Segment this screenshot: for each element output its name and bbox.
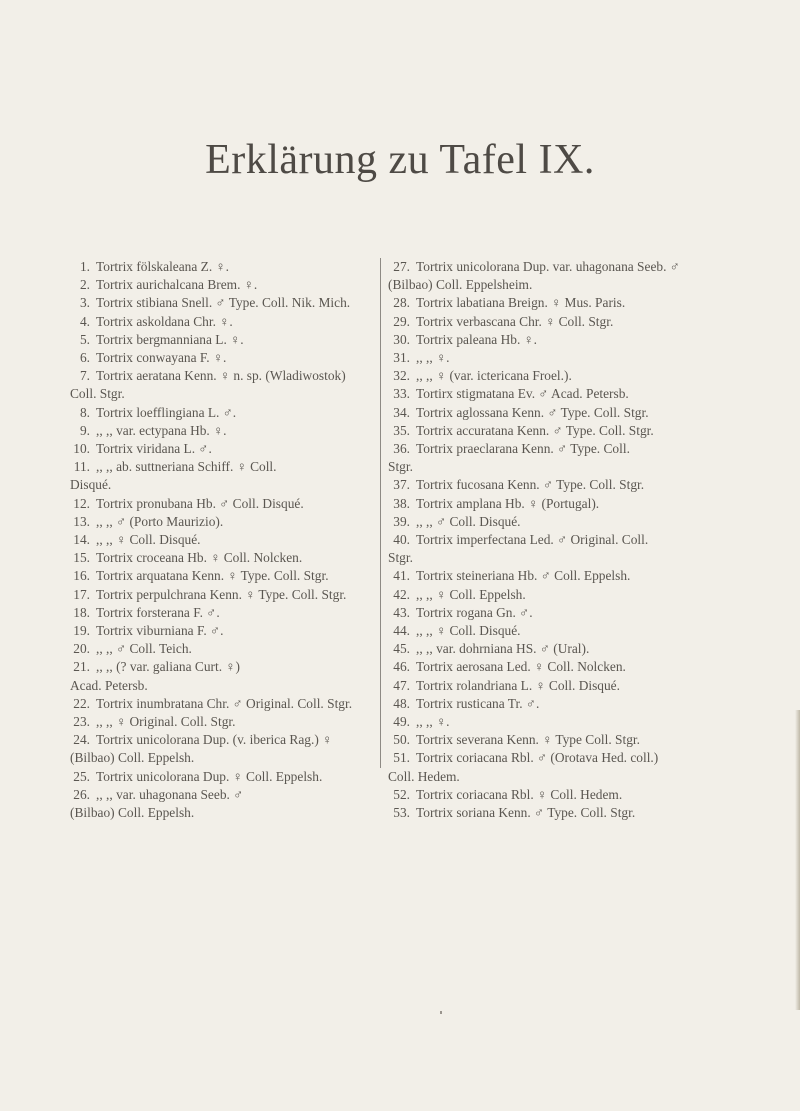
legend-entry [388, 658, 750, 676]
entry-number: 32. [393, 368, 410, 384]
legend-entry [70, 567, 370, 585]
entry-number: 14. [73, 532, 90, 548]
entry-line: Tortrix perpulchrana Kenn. ♀ Type. Coll. Stgr. [96, 586, 347, 602]
entry-text [416, 677, 750, 695]
entry-line: ,, ,, ♀ Original. Coll. Stgr. [96, 714, 236, 730]
entry-line: ,, ,, ♀. [416, 714, 450, 730]
entry-text [96, 422, 370, 440]
entry-number: 8. [79, 404, 90, 420]
entry-number: 40. [393, 532, 410, 548]
entry-text [96, 622, 370, 640]
entry-text [96, 294, 370, 312]
entry-text [96, 604, 370, 622]
entry-number: 36. [393, 441, 410, 457]
entry-line: ,, ,, ab. suttneriana Schiff. ♀ Coll. [96, 459, 277, 475]
entry-line: Tortrix loefflingiana L. ♂. [96, 404, 237, 420]
entry-line: Tortrix aurichalcana Brem. ♀. [96, 277, 258, 293]
entry-text [96, 349, 370, 367]
entry-line: Tortrix unicolorana Dup. var. uhagonana Seeb. ♂ [416, 259, 680, 274]
entry-line: Tortrix rusticana Tr. ♂. [416, 695, 540, 711]
legend-entry [388, 677, 750, 695]
legend-entry [70, 440, 370, 458]
legend-entry [388, 713, 750, 731]
entry-text [416, 713, 750, 731]
legend-entry [70, 513, 370, 531]
entry-text [96, 768, 370, 786]
entry-line: Tortrix aerosana Led. ♀ Coll. Nolcken. [416, 659, 626, 675]
entry-line: Tortrix forsterana F. ♂. [96, 604, 220, 620]
entry-text [96, 404, 370, 422]
entry-line: Tortrix stibiana Snell. ♂ Type. Coll. Nik. Mich. [96, 295, 351, 311]
legend-entry [70, 695, 370, 713]
legend-entry [388, 567, 750, 585]
entry-number: 34. [393, 404, 410, 420]
legend-entry [388, 695, 750, 713]
legend-entry [70, 258, 370, 276]
entry-text [96, 531, 370, 549]
entry-line: ,, ,, ♀ Coll. Disqué. [96, 532, 201, 548]
entry-line: Tortrix rolandriana L. ♀ Coll. Disqué. [416, 677, 620, 693]
entry-number: 41. [393, 568, 410, 584]
entry-text [96, 258, 370, 276]
entry-number: 39. [393, 513, 410, 529]
page-edge-shadow [795, 710, 800, 1010]
legend-entry [70, 586, 370, 604]
print-speck [440, 1011, 442, 1014]
entry-line: Tortrix accuratana Kenn. ♂ Type. Coll. Stgr. [416, 422, 654, 438]
entry-line: Tortrix askoldana Chr. ♀. [96, 313, 233, 329]
legend-entry [70, 313, 370, 331]
entry-number: 35. [393, 422, 410, 438]
legend-entry [388, 404, 750, 422]
legend-entry [388, 476, 750, 494]
entry-number: 46. [393, 659, 410, 675]
entry-number: 38. [393, 495, 410, 511]
legend-entry [70, 349, 370, 367]
left-column [70, 258, 370, 822]
entry-text [96, 513, 370, 531]
entry-text [416, 404, 750, 422]
entry-text [416, 586, 750, 604]
entry-line: Tortrix paleana Hb. ♀. [416, 331, 538, 347]
entry-number: 43. [393, 604, 410, 620]
entry-line: Tortrix viburniana F. ♂. [96, 623, 224, 639]
legend-entry [70, 458, 370, 494]
entry-number: 24. [73, 732, 90, 748]
entry-number: 22. [73, 695, 90, 711]
entry-number: 18. [73, 604, 90, 620]
entry-line: Tortrix unicolorana Dup. ♀ Coll. Eppelsh. [96, 768, 323, 784]
entry-text [416, 294, 750, 312]
legend-entry [70, 495, 370, 513]
entry-line: Tortrix croceana Hb. ♀ Coll. Nolcken. [96, 550, 303, 566]
entry-line: Tortrix coriacana Rbl. ♂ (Orotava Hed. coll.) [416, 750, 659, 766]
entry-number: 12. [73, 495, 90, 511]
entry-line: Tortrix labatiana Breign. ♀ Mus. Paris. [416, 295, 626, 311]
entry-line: Tortrix fucosana Kenn. ♂ Type. Coll. Stgr. [416, 477, 645, 493]
legend-entry [70, 294, 370, 312]
entry-number: 51. [393, 750, 410, 766]
entry-number: 3. [79, 295, 90, 311]
entry-text [96, 495, 370, 513]
legend-entry [388, 440, 750, 476]
entry-line: Tortrix fölskaleana Z. ♀. [96, 259, 229, 274]
entry-text [416, 349, 750, 367]
entry-text [416, 604, 750, 622]
entry-line: Tortrix pronubana Hb. ♂ Coll. Disqué. [96, 495, 304, 511]
entry-line: Tortrix aglossana Kenn. ♂ Type. Coll. Stgr. [416, 404, 649, 420]
entry-number: 33. [393, 386, 410, 402]
entry-line: ,, ,, var. dohrniana HS. ♂ (Ural). [416, 641, 590, 657]
entry-line: Tortrix rogana Gn. ♂. [416, 604, 533, 620]
entry-number: 49. [393, 714, 410, 730]
entry-number: 5. [79, 331, 90, 347]
entry-number: 31. [393, 350, 410, 366]
entry-line: Tortirx stigmatana Ev. ♂ Acad. Petersb. [416, 386, 629, 402]
right-column [388, 258, 750, 822]
entry-text [96, 586, 370, 604]
legend-entry [388, 604, 750, 622]
legend-entry [388, 640, 750, 658]
entry-number: 19. [73, 623, 90, 639]
entry-line: Tortrix bergmanniana L. ♀. [96, 331, 244, 347]
entry-number: 29. [393, 313, 410, 329]
entry-text [96, 313, 370, 331]
entry-line: ,, ,, ♂ Coll. Teich. [96, 641, 192, 657]
entry-number: 44. [393, 623, 410, 639]
entry-text [70, 367, 370, 403]
entry-line: ,, ,, ♀ (var. ictericana Froel.). [416, 368, 572, 384]
entry-line: ,, ,, ♀ Coll. Eppelsh. [416, 586, 526, 602]
entry-line: Tortrix conwayana F. ♀. [96, 350, 227, 366]
entry-line: ,, ,, ♂ Coll. Disqué. [416, 513, 521, 529]
entry-continuation-line: Acad. Petersb. [70, 677, 148, 693]
entry-number: 48. [393, 695, 410, 711]
entry-text [416, 567, 750, 585]
entry-number: 6. [79, 350, 90, 366]
legend-entry [388, 513, 750, 531]
entry-number: 9. [79, 422, 90, 438]
entry-continuation-line: Disqué. [70, 477, 112, 493]
entry-number: 52. [393, 786, 410, 802]
legend-entry [388, 531, 750, 567]
legend-entry [70, 276, 370, 294]
entry-number: 30. [393, 331, 410, 347]
entry-number: 42. [393, 586, 410, 602]
entry-text [96, 440, 370, 458]
page-title: Erklärung zu Tafel IX. [205, 137, 595, 183]
entry-line: Tortrix unicolorana Dup. (v. iberica Rag.) ♀ [96, 732, 333, 748]
column-divider [380, 258, 381, 768]
entry-text [416, 495, 750, 513]
entry-number: 1. [79, 259, 90, 274]
legend-entry [388, 258, 750, 294]
entry-number: 15. [73, 550, 90, 566]
entry-line: Tortrix imperfectana Led. ♂ Original. Coll. [416, 532, 649, 548]
entry-text [416, 331, 750, 349]
entry-number: 53. [393, 805, 410, 821]
entry-number: 50. [393, 732, 410, 748]
entry-line: Tortrix amplana Hb. ♀ (Portugal). [416, 495, 600, 511]
entry-continuation-line: Stgr. [388, 459, 413, 475]
legend-entry [70, 786, 370, 822]
entry-line: Tortrix steineriana Hb. ♂ Coll. Eppelsh. [416, 568, 631, 584]
entry-text [96, 276, 370, 294]
entry-text [416, 786, 750, 804]
entry-text [416, 367, 750, 385]
legend-entry [70, 622, 370, 640]
legend-entry [388, 294, 750, 312]
entry-line: Tortrix aeratana Kenn. ♀ n. sp. (Wladiwostok) [96, 368, 346, 384]
entry-continuation-line: Coll. Stgr. [70, 386, 125, 402]
legend-entry [70, 422, 370, 440]
legend-entry [388, 349, 750, 367]
legend-entry [388, 385, 750, 403]
legend-entry [388, 731, 750, 749]
entry-text [416, 695, 750, 713]
entry-line: Tortrix arquatana Kenn. ♀ Type. Coll. Stgr. [96, 568, 329, 584]
entry-line: Tortrix inumbratana Chr. ♂ Original. Coll. Stgr. [96, 695, 353, 711]
entry-text [416, 385, 750, 403]
entry-continuation-line: Stgr. [388, 550, 413, 566]
entry-number: 13. [73, 513, 90, 529]
entry-line: Tortrix viridana L. ♂. [96, 441, 212, 457]
legend-entry [70, 531, 370, 549]
entry-line: ,, ,, ♀. [416, 350, 450, 366]
entry-number: 47. [393, 677, 410, 693]
entry-text [96, 695, 370, 713]
legend-entry [388, 422, 750, 440]
legend-entry [70, 331, 370, 349]
entry-number: 27. [393, 259, 410, 274]
legend-entry [70, 713, 370, 731]
entry-text [96, 713, 370, 731]
legend-entry [70, 731, 370, 767]
entry-number: 4. [79, 313, 90, 329]
entry-line: ,, ,, var. uhagonana Seeb. ♂ [96, 786, 244, 802]
entry-number: 11. [73, 459, 90, 475]
entry-line: Tortrix soriana Kenn. ♂ Type. Coll. Stgr. [416, 805, 636, 821]
legend-entry [70, 640, 370, 658]
legend-entry [70, 604, 370, 622]
entry-line: ,, ,, var. ectypana Hb. ♀. [96, 422, 227, 438]
entry-text [416, 313, 750, 331]
legend-entry [388, 749, 750, 785]
entry-line: Tortrix coriacana Rbl. ♀ Coll. Hedem. [416, 786, 623, 802]
legend-entry [388, 586, 750, 604]
legend-entry [388, 622, 750, 640]
entry-number: 28. [393, 295, 410, 311]
legend-entry [70, 404, 370, 422]
entry-number: 7. [79, 368, 90, 384]
entry-number: 23. [73, 714, 90, 730]
legend-entry [388, 313, 750, 331]
entry-number: 37. [393, 477, 410, 493]
legend-entry [388, 495, 750, 513]
entry-text [96, 331, 370, 349]
entry-text [416, 658, 750, 676]
entry-continuation-line: (Bilbao) Coll. Eppelsh. [70, 805, 195, 821]
legend-entry [388, 331, 750, 349]
entry-number: 20. [73, 641, 90, 657]
entry-continuation-line: (Bilbao) Coll. Eppelsheim. [388, 277, 533, 293]
entry-text [96, 549, 370, 567]
entry-number: 45. [393, 641, 410, 657]
entry-number: 21. [73, 659, 90, 675]
entry-line: Tortrix severana Kenn. ♀ Type Coll. Stgr. [416, 732, 640, 748]
entry-continuation-line: (Bilbao) Coll. Eppelsh. [70, 750, 195, 766]
entry-text [416, 640, 750, 658]
legend-entry [388, 367, 750, 385]
legend-entry [70, 367, 370, 403]
entry-line: Tortrix praeclarana Kenn. ♂ Type. Coll. [416, 441, 630, 457]
entry-number: 10. [73, 441, 90, 457]
entry-line: ,, ,, (? var. galiana Curt. ♀) [96, 659, 240, 675]
legend-entry [70, 768, 370, 786]
legend-entry [70, 658, 370, 694]
legend-entry [70, 549, 370, 567]
entry-number: 25. [73, 768, 90, 784]
entry-number: 17. [73, 586, 90, 602]
entry-text [416, 804, 750, 822]
entry-text [416, 731, 750, 749]
entry-number: 26. [73, 786, 90, 802]
entry-text [96, 640, 370, 658]
entry-continuation-line: Coll. Hedem. [388, 768, 460, 784]
entry-text [416, 476, 750, 494]
entry-line: ,, ,, ♂ (Porto Maurizio). [96, 513, 224, 529]
legend-entry [388, 786, 750, 804]
entry-number: 16. [73, 568, 90, 584]
legend-entry [388, 804, 750, 822]
entry-text [416, 513, 750, 531]
entry-text [416, 622, 750, 640]
entry-text [416, 422, 750, 440]
entry-number: 2. [79, 277, 90, 293]
entry-text [96, 567, 370, 585]
entry-line: Tortrix verbascana Chr. ♀ Coll. Stgr. [416, 313, 614, 329]
entry-line: ,, ,, ♀ Coll. Disqué. [416, 623, 521, 639]
